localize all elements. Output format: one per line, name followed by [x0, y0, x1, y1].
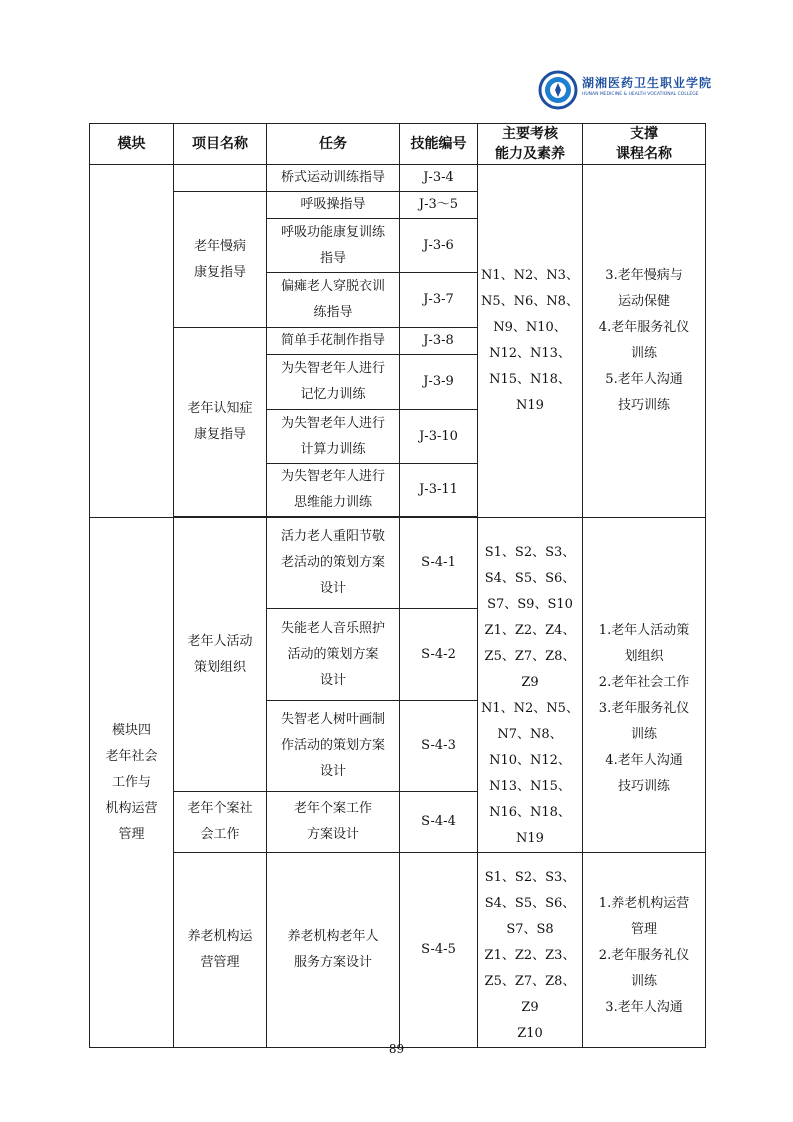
course-cell: 1.养老机构运营 管理 2.老年服务礼仪 训练 3.老年人沟通: [583, 853, 706, 1048]
task-cell: 偏瘫老人穿脱衣训 练指导: [267, 273, 400, 328]
header-course: 支撑 课程名称: [583, 124, 706, 165]
curriculum-table: [89, 123, 706, 1048]
ability-cell: S1、S2、S3、S4、S5、S6、S7、S9、S10 Z1、Z2、Z4、Z5、Z7、Z8、Z9 N1、N2、N5、N7、N8、N10、N12、N13、N15、N16、N18、N19: [478, 518, 583, 853]
task-cell: 呼吸操指导: [267, 192, 400, 219]
task-cell: 桥式运动训练指导: [267, 165, 400, 192]
task-cell: 养老机构老年人 服务方案设计: [267, 853, 400, 1048]
task-cell: 为失智老年人进行 记忆力训练: [267, 355, 400, 410]
page-number: 89: [388, 1042, 405, 1056]
table-row: [90, 518, 706, 609]
project-cell: 老年人活动 策划组织: [174, 518, 267, 792]
task-cell: 失能老人音乐照护 活动的策划方案 设计: [267, 609, 400, 700]
ability-cell: N1、N2、N3、N5、N6、N8、N9、N10、N12、N13、N15、N18、N19: [478, 165, 583, 518]
code-cell: S-4-2: [400, 609, 478, 700]
code-cell: J-3-4: [400, 165, 478, 192]
task-cell: 为失智老年人进行 思维能力训练: [267, 464, 400, 517]
table-row: [90, 853, 706, 1048]
header-module: 模块: [90, 124, 174, 165]
code-cell: J-3～5: [400, 192, 478, 219]
table-header-row: [90, 124, 706, 165]
code-cell: S-4-5: [400, 853, 478, 1048]
header-ability: 主要考核 能力及素养: [478, 124, 583, 165]
project-cell-empty: [174, 165, 267, 192]
project-cell: 老年认知症 康复指导: [174, 328, 267, 517]
task-cell: 失智老人树叶画制 作活动的策划方案 设计: [267, 700, 400, 791]
college-name-en: HUNAN MEDICINE & HEALTH VOCATIONAL COLLEGE: [582, 92, 699, 97]
table-row: [90, 165, 706, 192]
code-cell: J-3-8: [400, 328, 478, 355]
code-cell: J-3-11: [400, 464, 478, 517]
college-logo: [538, 70, 713, 110]
project-cell: 老年个案社 会工作: [174, 792, 267, 853]
code-cell: J-3-10: [400, 410, 478, 464]
header-project: 项目名称: [174, 124, 267, 165]
header-task: 任务: [267, 124, 400, 165]
code-cell: J-3-7: [400, 273, 478, 328]
project-cell: 老年慢病 康复指导: [174, 192, 267, 328]
module-cell-empty: [90, 165, 174, 518]
college-name: 湖湘医药卫生职业学院: [582, 76, 713, 90]
course-cell: 3.老年慢病与 运动保健 4.老年服务礼仪 训练 5.老年人沟通 技巧训练: [583, 165, 706, 518]
task-cell: 活力老人重阳节敬 老活动的策划方案 设计: [267, 518, 400, 609]
project-cell: 养老机构运 营管理: [174, 853, 267, 1048]
code-cell: J-3-6: [400, 219, 478, 273]
task-cell: 呼吸功能康复训练 指导: [267, 219, 400, 273]
module-cell: 模块四 老年社会 工作与 机构运营 管理: [90, 518, 174, 1048]
code-cell: S-4-3: [400, 700, 478, 791]
task-cell: 简单手花制作指导: [267, 328, 400, 355]
header-code: 技能编号: [400, 124, 478, 165]
code-cell: J-3-9: [400, 355, 478, 410]
code-cell: S-4-4: [400, 792, 478, 853]
code-cell: S-4-1: [400, 518, 478, 609]
task-cell: 为失智老年人进行 计算力训练: [267, 410, 400, 464]
task-cell: 老年个案工作 方案设计: [267, 792, 400, 853]
course-cell: 1.老年人活动策 划组织 2.老年社会工作 3.老年服务礼仪 训练 4.老年人沟通 技巧训练: [583, 518, 706, 853]
ability-cell: S1、S2、S3、S4、S5、S6、S7、S8 Z1、Z2、Z3、Z5、Z7、Z8、Z9 Z10: [478, 853, 583, 1048]
college-emblem-icon: [538, 70, 578, 110]
